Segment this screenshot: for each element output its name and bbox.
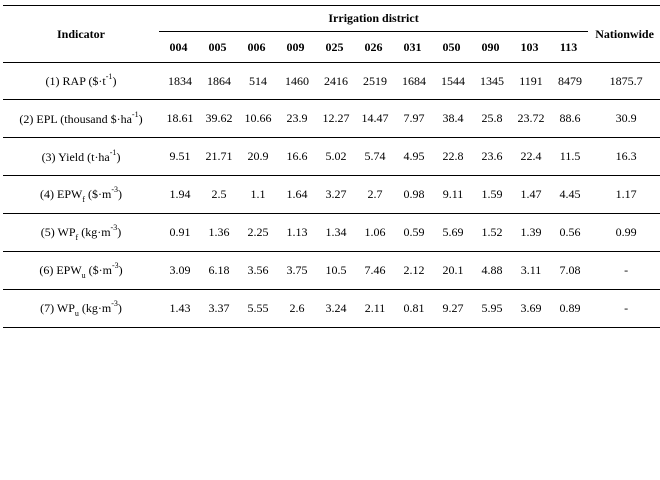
table-cell: 0.81 — [393, 290, 432, 328]
table-cell: 3.69 — [510, 290, 549, 328]
table-header — [3, 5, 660, 63]
table-cell: 1191 — [510, 63, 549, 100]
indicator-table — [3, 5, 660, 328]
table-cell: 2416 — [315, 63, 354, 100]
nationwide-cell: 16.3 — [588, 138, 660, 176]
table-cell: 1864 — [198, 63, 237, 100]
table-cell: 0.98 — [393, 176, 432, 214]
table-cell: 1.1 — [237, 176, 276, 214]
table-cell: 1.43 — [159, 290, 198, 328]
table-cell: 23.72 — [510, 100, 549, 138]
district-code-header: 025 — [315, 32, 354, 63]
table-cell: 5.55 — [237, 290, 276, 328]
indicator-label-text: (6) EPW — [39, 262, 82, 277]
table-cell: 39.62 — [198, 100, 237, 138]
table-cell: 22.8 — [432, 138, 471, 176]
table-cell: 23.6 — [471, 138, 510, 176]
table-cell: 5.74 — [354, 138, 393, 176]
table-cell: 1544 — [432, 63, 471, 100]
table-cell: 20.9 — [237, 138, 276, 176]
indicator-label-unit: ($·m — [85, 186, 112, 201]
nationwide-cell: - — [588, 290, 660, 328]
table-cell: 18.61 — [159, 100, 198, 138]
table-cell: 7.46 — [354, 252, 393, 290]
table-cell: 8479 — [549, 63, 588, 100]
table-cell: 9.51 — [159, 138, 198, 176]
table-cell: 1.06 — [354, 214, 393, 252]
indicator-label-close: ) — [117, 224, 122, 239]
table-cell: 3.75 — [276, 252, 315, 290]
table-cell: 11.5 — [549, 138, 588, 176]
table-cell: 5.69 — [432, 214, 471, 252]
indicator-label-unit: (kg·m — [78, 224, 111, 239]
nationwide-cell: 30.9 — [588, 100, 660, 138]
table-cell: 3.24 — [315, 290, 354, 328]
table-cell: 1.64 — [276, 176, 315, 214]
indicator-header: Indicator — [3, 5, 159, 63]
table-cell: 1.94 — [159, 176, 198, 214]
indicator-label-close: ) — [116, 149, 121, 164]
nationwide-header: Nationwide — [588, 5, 660, 63]
indicator-label-text: (7) WP — [40, 300, 75, 315]
table-cell: 1.34 — [315, 214, 354, 252]
table-cell: 10.66 — [237, 100, 276, 138]
indicator-label-subscript: f — [75, 233, 79, 243]
table-cell: 1.36 — [198, 214, 237, 252]
row-indicator-label — [3, 138, 159, 176]
indicator-label-text: (5) WP — [40, 224, 76, 239]
table-cell: 2.7 — [354, 176, 393, 214]
table-cell: 1834 — [159, 63, 198, 100]
indicator-label-unit: ($·m — [85, 262, 112, 277]
indicator-label-unit: (kg·m — [78, 300, 112, 315]
nationwide-cell: 1.17 — [588, 176, 660, 214]
table-row — [3, 252, 660, 290]
table-body — [3, 63, 660, 328]
table-cell: 1460 — [276, 63, 315, 100]
table-cell: 38.4 — [432, 100, 471, 138]
table-cell: 0.89 — [549, 290, 588, 328]
table-cell: 14.47 — [354, 100, 393, 138]
table-cell: 1.52 — [471, 214, 510, 252]
table-cell: 4.88 — [471, 252, 510, 290]
district-code-header: 026 — [354, 32, 393, 63]
table-cell: 3.09 — [159, 252, 198, 290]
district-code-header: 009 — [276, 32, 315, 63]
table-cell: 7.08 — [549, 252, 588, 290]
indicator-label-text: (2) EPL (thousand $·ha — [19, 111, 132, 126]
table-cell: 3.37 — [198, 290, 237, 328]
irrigation-district-header: Irrigation district — [159, 5, 588, 32]
indicator-label-subscript: u — [81, 271, 86, 281]
nationwide-cell: 1875.7 — [588, 63, 660, 100]
district-code-header: 004 — [159, 32, 198, 63]
indicator-label-text: (1) RAP ($·t — [45, 74, 106, 88]
district-code-header: 006 — [237, 32, 276, 63]
indicator-label-close: ) — [118, 262, 123, 277]
table-row — [3, 176, 660, 214]
indicator-label-close: ) — [112, 74, 117, 88]
indicator-label-close: ) — [117, 300, 122, 315]
table-cell: 1345 — [471, 63, 510, 100]
district-code-header: 103 — [510, 32, 549, 63]
table-cell: 3.56 — [237, 252, 276, 290]
table-cell: 5.95 — [471, 290, 510, 328]
table-cell: 10.5 — [315, 252, 354, 290]
table-cell: 23.9 — [276, 100, 315, 138]
table-cell: 25.8 — [471, 100, 510, 138]
table-cell: 0.56 — [549, 214, 588, 252]
indicator-label-superscript: -1 — [131, 109, 139, 119]
row-indicator-label — [3, 252, 159, 290]
table-cell: 9.27 — [432, 290, 471, 328]
table-cell: 22.4 — [510, 138, 549, 176]
row-indicator-label — [3, 290, 159, 328]
table-cell: 3.27 — [315, 176, 354, 214]
table-cell: 7.97 — [393, 100, 432, 138]
table-cell: 2.5 — [198, 176, 237, 214]
table-cell: 1684 — [393, 63, 432, 100]
row-indicator-label — [3, 176, 159, 214]
table-cell: 4.95 — [393, 138, 432, 176]
table-cell: 3.11 — [510, 252, 549, 290]
table-cell: 6.18 — [198, 252, 237, 290]
indicator-label-subscript: f — [82, 195, 85, 205]
table-cell: 2519 — [354, 63, 393, 100]
table-row — [3, 63, 660, 100]
nationwide-cell: 0.99 — [588, 214, 660, 252]
table-cell: 2.6 — [276, 290, 315, 328]
row-indicator-label — [3, 100, 159, 138]
indicator-label-superscript: -3 — [110, 222, 118, 232]
table-cell: 2.25 — [237, 214, 276, 252]
indicator-label-superscript: -3 — [111, 260, 119, 270]
table-cell: 16.6 — [276, 138, 315, 176]
table-cell: 5.02 — [315, 138, 354, 176]
table-row — [3, 290, 660, 328]
table-row — [3, 100, 660, 138]
district-code-header: 090 — [471, 32, 510, 63]
table-cell: 1.39 — [510, 214, 549, 252]
indicator-label-close: ) — [138, 111, 143, 126]
table-cell: 21.71 — [198, 138, 237, 176]
indicator-label-superscript: -3 — [111, 184, 118, 194]
indicator-label-subscript: u — [74, 309, 79, 319]
nationwide-cell: - — [588, 252, 660, 290]
table-cell: 1.59 — [471, 176, 510, 214]
table-cell: 514 — [237, 63, 276, 100]
header-row-group — [3, 5, 660, 32]
row-indicator-label — [3, 214, 159, 252]
table-cell: 2.12 — [393, 252, 432, 290]
district-code-header: 113 — [549, 32, 588, 63]
indicator-label-superscript: -1 — [109, 147, 117, 157]
indicator-label-text: (4) EPW — [40, 186, 83, 201]
table-cell: 2.11 — [354, 290, 393, 328]
table-row — [3, 138, 660, 176]
district-code-header: 031 — [393, 32, 432, 63]
district-code-header: 050 — [432, 32, 471, 63]
indicator-label-superscript: -3 — [111, 298, 118, 308]
indicator-label-superscript: -1 — [105, 72, 113, 81]
table-cell: 0.59 — [393, 214, 432, 252]
table-cell: 1.47 — [510, 176, 549, 214]
table-cell: 4.45 — [549, 176, 588, 214]
indicator-label-close: ) — [118, 186, 122, 201]
district-code-header: 005 — [198, 32, 237, 63]
table-cell: 0.91 — [159, 214, 198, 252]
table-cell: 12.27 — [315, 100, 354, 138]
table-cell: 9.11 — [432, 176, 471, 214]
table-cell: 20.1 — [432, 252, 471, 290]
row-indicator-label — [3, 63, 159, 100]
table-cell: 88.6 — [549, 100, 588, 138]
table-cell: 1.13 — [276, 214, 315, 252]
table-row — [3, 214, 660, 252]
indicator-label-text: (3) Yield (t·ha — [41, 149, 110, 164]
